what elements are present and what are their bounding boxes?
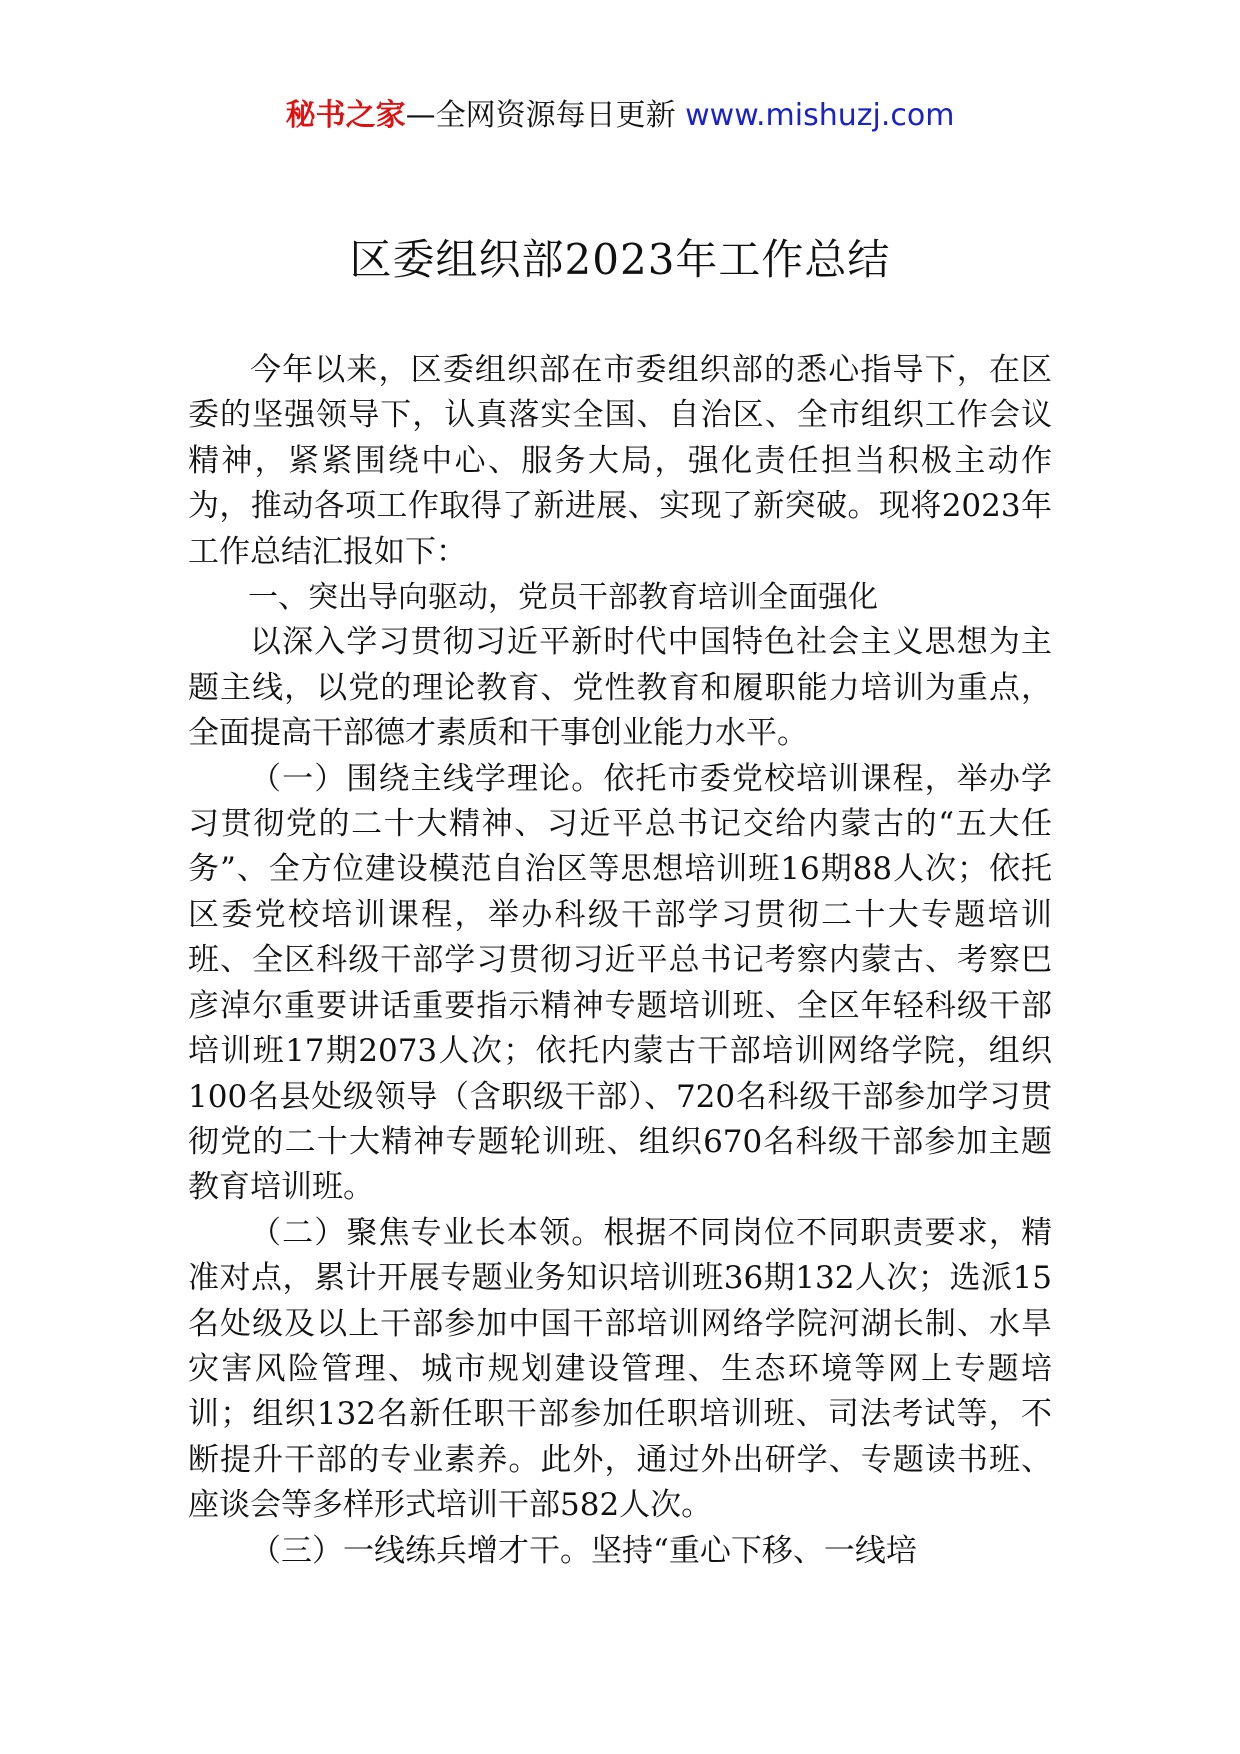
section-1-summary: 以深入学习贯彻习近平新时代中国特色社会主义思想为主题主线，以党的理论教育、党性教育和履职能力培训为重点，全面提高干部德才素质和干事创业能力水平。: [188, 624, 1052, 752]
intro-paragraph: 今年以来，区委组织部在市委组织部的悉心指导下，在区委的坚强领导下，认真落实全国、自治区、全市组织工作会议精神，紧紧围绕中心、服务大局，强化责任担当积极主动作为，推动各项工作取得了新进展、实现了新突破。现将2023年工作总结汇报如下：: [188, 352, 1052, 570]
document-title: 区委组织部2023年工作总结: [349, 235, 891, 284]
header-slogan: —全网资源每日更新: [405, 98, 676, 133]
document-body: [188, 348, 1052, 1574]
brand-name: 秘书之家: [285, 98, 406, 133]
subsection-3-paragraph: （三）一线练兵增才干。坚持“重心下移、一线培: [250, 1532, 917, 1569]
subsection-2-paragraph: （二）聚焦专业长本领。根据不同岗位不同职责要求，精准对点，累计开展专题业务知识培训班36期132人次；选派15名处级及以上干部参加中国干部培训网络学院河湖长制、水旱灾害风险管理、城市规划建设管理、生态环境等网上专题培训；组织132名新任职干部参加任职培训班、司法考试等，不断提升干部的专业素养。此外，通过外出研学、专题读书班、座谈会等多样形式培训干部582人次。: [188, 1214, 1052, 1524]
site-header: [0, 96, 1240, 136]
section-heading-1: 一、突出导向驱动，党员干部教育培训全面强化: [248, 580, 878, 616]
subsection-1-paragraph: （一）围绕主线学理论。依托市委党校培训课程，举办学习贯彻党的二十大精神、习近平总书记交给内蒙古的“五大任务”、全方位建设模范自治区等思想培训班16期88人次；依托区委党校培训课程，举办科级干部学习贯彻二十大专题培训班、全区科级干部学习贯彻习近平总书记考察内蒙古、考察巴彦淖尔重要讲话重要指示精神专题培训班、全区年轻科级干部培训班17期2073人次；依托内蒙古干部培训网络学院，组织100名县处级领导（含职级干部）、720名科级干部参加学习贯彻党的二十大精神专题轮训班、组织670名科级干部参加主题教育培训班。: [188, 760, 1052, 1206]
site-url-link[interactable]: www.mishuzj.com: [685, 98, 955, 133]
